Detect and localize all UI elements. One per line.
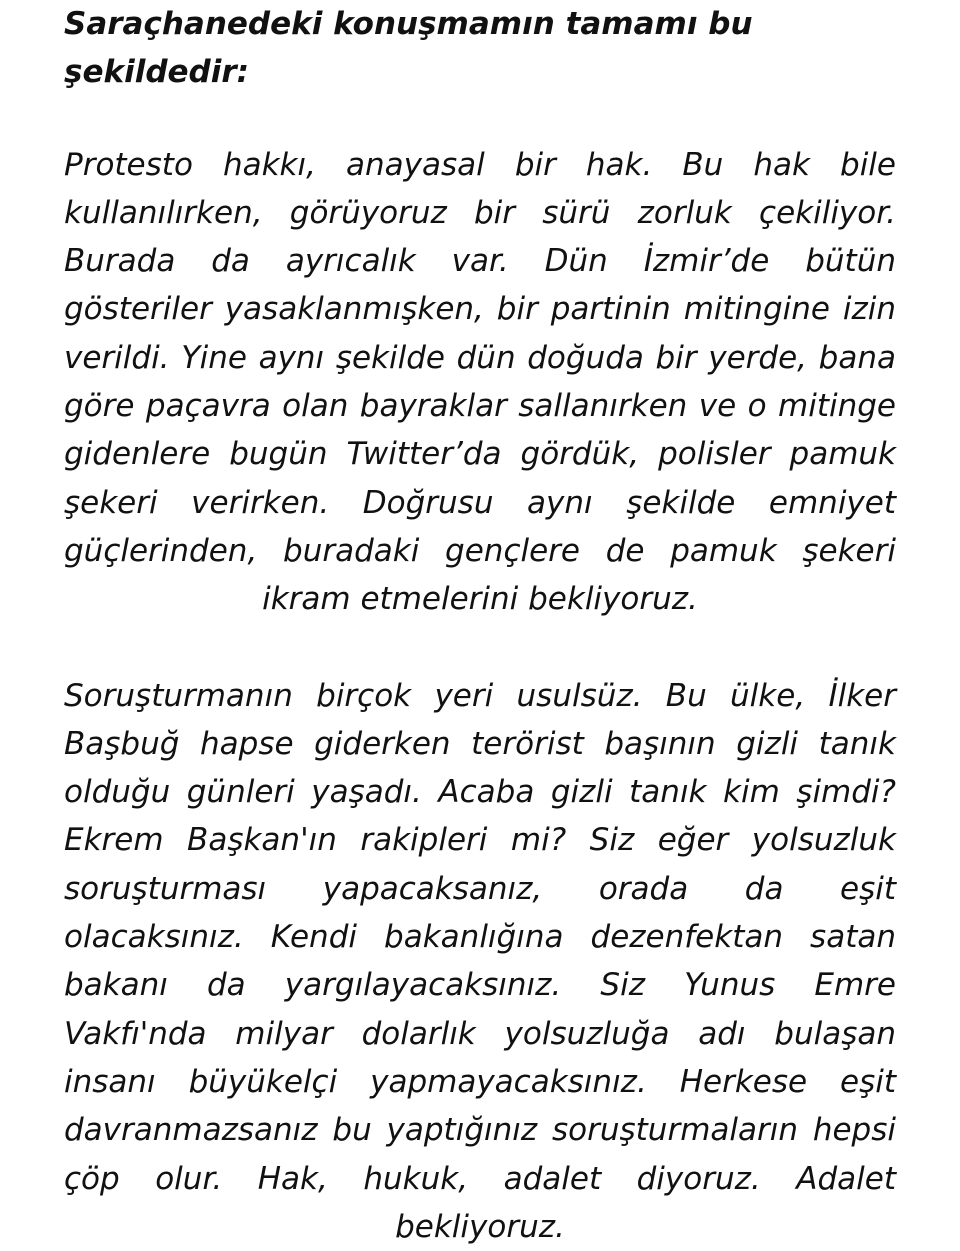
document-body xyxy=(64,0,896,1251)
document-heading: Saraçhanedeki konuşmamın tamamı bu şekildedir: xyxy=(64,6,753,91)
paragraph-investigation: Soruşturmanın birçok yeri usulsüz. Bu ülke, İlker Başbuğ hapse giderken terörist başının gizli tanık olduğu günleri yaşadı. Acaba gizli tanık kim şimdi? Ekrem Başkan'ın rakipleri mi? Siz eğer yolsuzluk soruşturması yapacaksanız, orada da eşit olacaksınız. Kendi bakanlığına dezenfektan satan bakanı da yargılayacaksınız. Siz Yunus Emre Vakfı'nda milyar dolarlık yolsuzluğa adı bulaşan insanı büyükelçi yapmayacaksınız. Herkese eşit davranmazsanız bu yaptığınız soruşturmaların hepsi çöp olur. Hak, hukuk, adalet diyoruz. Adalet bekliyoruz. xyxy=(64,677,896,1245)
paragraph-protest: Protesto hakkı, anayasal bir hak. Bu hak bile kullanılırken, görüyoruz bir sürü zorluk çekiliyor. Burada da ayrıcalık var. Dün İzmir’de bütün gösteriler yasaklanmışken, bir partinin mitingine izin verildi. Yine aynı şekilde dün doğuda bir yerde, bana göre paçavra olan bayraklar sallanırken ve o mitinge gidenlere bugün Twitter’da gördük, polisler pamuk şekeri verirken. Doğrusu aynı şekilde emniyet güçlerinden, buradaki gençlere de pamuk şekeri ikram etmelerini bekliyoruz. xyxy=(64,146,896,618)
